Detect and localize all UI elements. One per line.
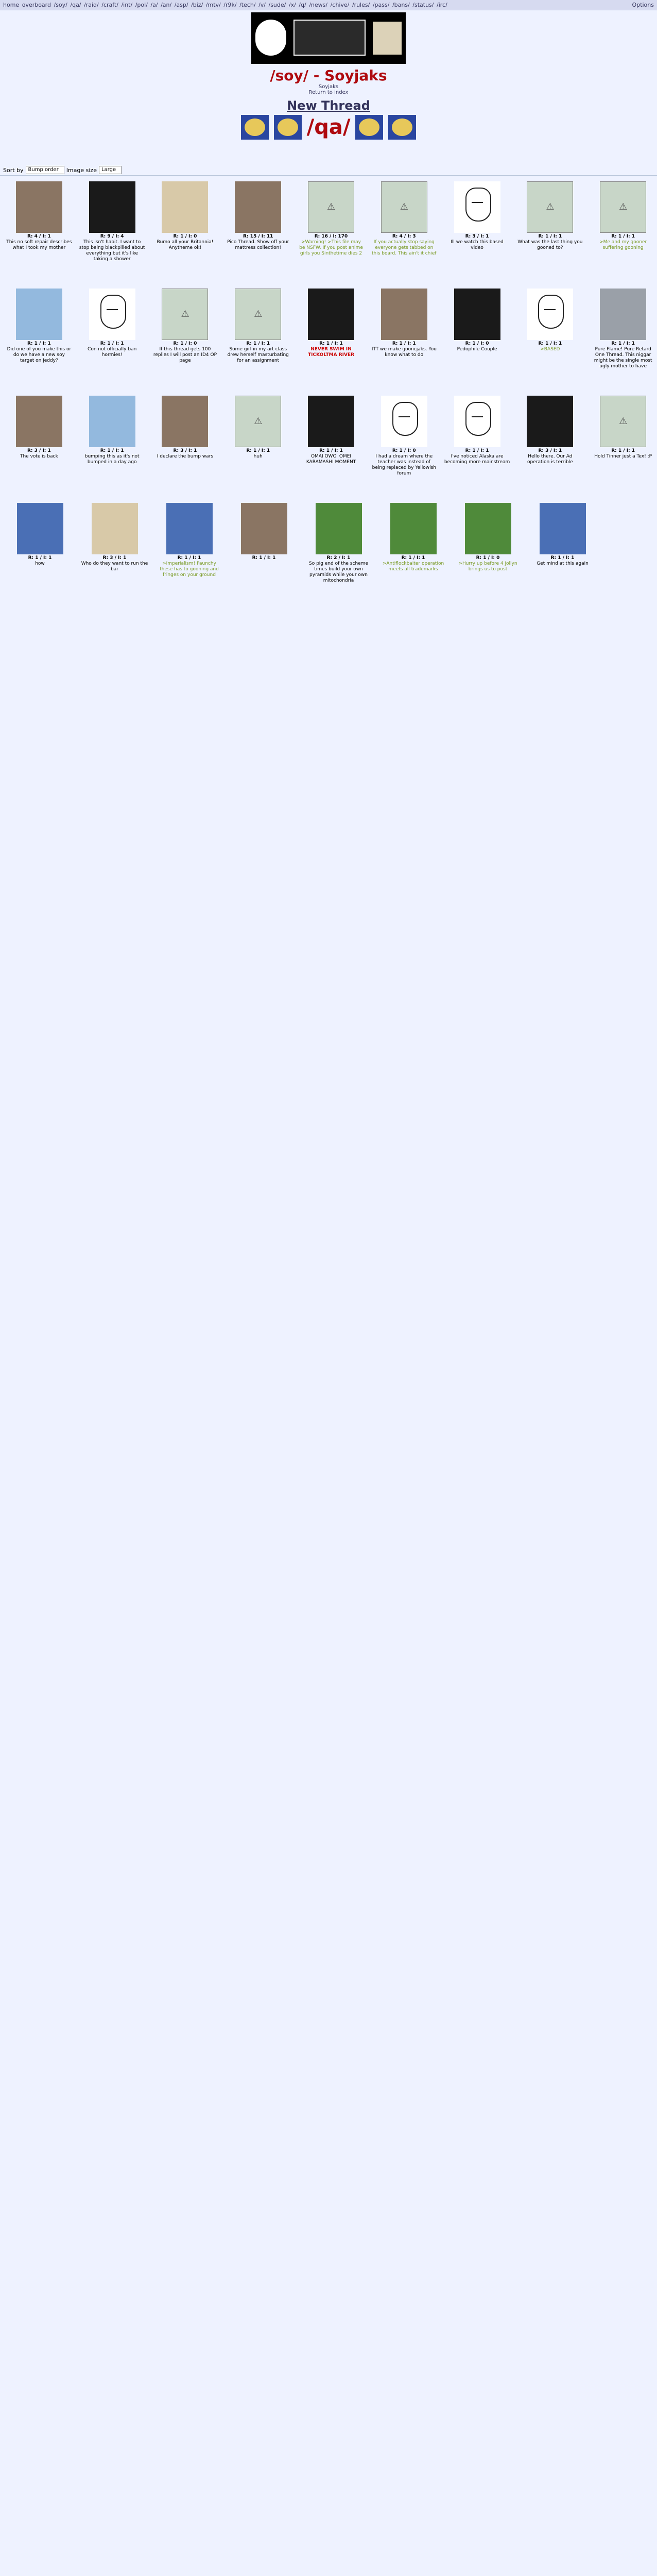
thread-teaser: This isn't habit. I want to stop being blackpilled about everything but it's like taking a shower (79, 240, 145, 262)
thread-card[interactable] (297, 181, 365, 284)
thread-teaser: Con not officially ban hormies! (88, 347, 137, 358)
thread-thumbnail[interactable] (16, 396, 62, 447)
thread-thumbnail[interactable] (540, 503, 586, 554)
thread-teaser: The vote is back (20, 454, 58, 459)
thread-thumbnail[interactable] (454, 181, 500, 233)
thread-card[interactable] (78, 396, 146, 499)
thread-thumbnail[interactable] (600, 396, 646, 447)
options-link[interactable]: Options (632, 2, 654, 8)
flag-icon (388, 115, 416, 140)
catalog-row (0, 503, 657, 606)
thread-stats: R: 9 / I: 4 (100, 234, 124, 239)
thread-card[interactable] (589, 289, 657, 392)
thread-card[interactable] (370, 181, 438, 284)
thread-stats: R: 1 / I: 1 (246, 448, 270, 453)
thread-teaser: This no soft repair describes what I took my mother (6, 240, 72, 250)
board-link-news[interactable]: /news/ (309, 2, 328, 8)
thread-thumbnail[interactable] (16, 181, 62, 233)
thread-teaser: >Imperialism! Paunchy these has to gooning and fringes on your ground (160, 561, 219, 578)
new-thread-heading (0, 98, 657, 113)
board-flag-row (0, 115, 657, 140)
thread-stats: R: 3 / I: 1 (102, 555, 127, 561)
thread-thumbnail[interactable] (162, 289, 208, 340)
thread-card[interactable] (453, 503, 523, 606)
qa-board-label[interactable]: /qa/ (306, 115, 351, 139)
thread-stats: R: 1 / I: 1 (392, 341, 416, 346)
thread-card[interactable] (78, 181, 146, 284)
thread-stats: R: 1 / I: 1 (100, 448, 124, 453)
thread-stats: R: 1 / I: 1 (246, 341, 270, 346)
board-link-q[interactable]: /q/ (299, 2, 306, 8)
thread-card[interactable] (589, 396, 657, 499)
thread-card[interactable] (443, 181, 511, 284)
thread-card[interactable] (151, 289, 219, 392)
thread-teaser: >Warning! >This file may be NSFW. If you post anime girls you Sinthetime dies 2 (299, 240, 363, 256)
sort-label: Sort by (3, 166, 24, 174)
thread-teaser: Did one of you make this or do we have a new soy target on jeddy? (7, 347, 72, 363)
board-link-pol[interactable]: /pol/ (135, 2, 148, 8)
thread-thumbnail[interactable] (89, 181, 135, 233)
thread-teaser: Pedophile Couple (457, 347, 497, 352)
thread-stats: R: 1 / I: 0 (173, 341, 197, 346)
thread-card[interactable] (378, 503, 448, 606)
thread-thumbnail[interactable] (381, 181, 427, 233)
thread-thumbnail[interactable] (381, 396, 427, 447)
board-links[interactable] (3, 2, 448, 8)
thread-teaser: Pure Flame! Pure Retard One Thread. This niggar might be the single most ugly mother to have (594, 347, 652, 369)
thread-stats: R: 4 / I: 3 (392, 234, 416, 239)
thread-stats: R: 1 / I: 1 (538, 341, 562, 346)
thread-teaser: how (35, 561, 45, 566)
thread-stats: R: 3 / I: 1 (173, 448, 197, 453)
thread-stats: R: 3 / I: 1 (27, 448, 51, 453)
thread-stats: R: 1 / I: 0 (476, 555, 500, 561)
thread-card[interactable] (5, 289, 73, 392)
thread-thumbnail[interactable] (308, 181, 354, 233)
thread-teaser: Some girl in my art class drew herself masturbating for an assignment (227, 347, 289, 363)
thread-stats: R: 1 / I: 1 (177, 555, 201, 561)
thread-stats: R: 15 / I: 11 (243, 234, 273, 239)
thread-teaser: So pig end of the scheme times build your own pyramids while your own mitochondria (308, 561, 369, 583)
board-link-overboard[interactable]: overboard (22, 2, 51, 8)
board-link-chive[interactable]: /chive/ (330, 2, 350, 8)
thread-card[interactable] (297, 396, 365, 499)
image-size-select[interactable]: Large (99, 166, 122, 174)
board-link-raid[interactable]: /raid/ (84, 2, 99, 8)
catalog-row (0, 396, 657, 499)
thread-stats: R: 2 / I: 1 (326, 555, 351, 561)
thread-teaser: >Me and my gooner suffering gooning (599, 240, 647, 250)
thread-thumbnail[interactable] (92, 503, 138, 554)
board-link-irc[interactable]: /irc/ (437, 2, 447, 8)
thread-card[interactable] (224, 181, 292, 284)
thread-teaser: Pico Thread. Show off your mattress collection! (227, 240, 289, 250)
thread-teaser: I declare the bump wars (157, 454, 214, 459)
thread-stats: R: 1 / I: 1 (401, 555, 425, 561)
thread-stats: R: 1 / I: 1 (27, 341, 51, 346)
thread-teaser: Hello there. Our Ad operation is terrible (527, 454, 573, 465)
catalog-controls (3, 166, 122, 174)
board-subtitle: Soyjaks (318, 84, 339, 90)
thread-stats: R: 1 / I: 1 (465, 448, 489, 453)
thread-teaser: If you actually stop saying everyone gets tabbed on this board. This ain't it chief (372, 240, 437, 256)
thread-teaser: Ill we watch this based video (451, 240, 504, 250)
thread-stats: R: 1 / I: 1 (550, 555, 575, 561)
thread-thumbnail[interactable] (454, 396, 500, 447)
thread-thumbnail[interactable] (527, 181, 573, 233)
thread-stats: R: 3 / I: 1 (538, 448, 562, 453)
thread-teaser: Who do they want to run the bar (81, 561, 148, 572)
thread-thumbnail[interactable] (162, 396, 208, 447)
thread-card[interactable] (154, 503, 224, 606)
thread-thumbnail[interactable] (308, 289, 354, 340)
thread-teaser: NEVER SWIM IN TICKOLTMA RIVER (307, 347, 355, 358)
thread-card[interactable] (297, 289, 365, 392)
catalog-grid (0, 181, 657, 610)
thread-stats: R: 1 / I: 0 (465, 341, 489, 346)
board-link-qa[interactable]: /qa/ (70, 2, 81, 8)
board-link-an[interactable]: /an/ (161, 2, 172, 8)
board-link-r9k[interactable]: /r9k/ (223, 2, 237, 8)
thread-stats: R: 1 / I: 1 (252, 555, 276, 561)
thread-card[interactable] (370, 289, 438, 392)
thread-card[interactable] (5, 396, 73, 499)
divider (0, 175, 657, 176)
banner-soyjak-face (255, 20, 286, 56)
thread-thumbnail[interactable] (241, 503, 287, 554)
thread-stats: R: 16 / I: 170 (314, 234, 348, 239)
thread-thumbnail[interactable] (89, 289, 135, 340)
thread-stats: R: 1 / I: 1 (611, 234, 635, 239)
board-link-pass[interactable]: /pass/ (372, 2, 390, 8)
board-link-sude[interactable]: /sude/ (268, 2, 286, 8)
catalog-row (0, 181, 657, 284)
thread-thumbnail[interactable] (465, 503, 511, 554)
thread-thumbnail[interactable] (600, 289, 646, 340)
thread-thumbnail[interactable] (16, 289, 62, 340)
board-link-a[interactable]: /a/ (150, 2, 158, 8)
thread-card[interactable] (224, 396, 292, 499)
board-link-home[interactable]: home (3, 2, 20, 8)
board-title: /soy/ - Soyjaks (270, 67, 387, 84)
thread-stats: R: 1 / I: 1 (319, 448, 343, 453)
thread-thumbnail[interactable] (381, 289, 427, 340)
board-link-biz[interactable]: /biz/ (191, 2, 203, 8)
thread-card[interactable] (589, 181, 657, 284)
thread-teaser: >Antiflockbaiter operation meets all trademarks (382, 561, 444, 572)
thread-card[interactable] (304, 503, 373, 606)
thread-teaser: What was the last thing you gooned to? (517, 240, 583, 250)
thread-teaser: huh (253, 454, 263, 459)
thread-teaser: bumping this as it's not bumped in a day ago (84, 454, 140, 465)
thread-card[interactable] (516, 289, 584, 392)
thread-card[interactable] (443, 289, 511, 392)
thread-stats: R: 1 / I: 1 (319, 341, 343, 346)
board-link-status[interactable]: /status/ (412, 2, 434, 8)
thread-card[interactable] (78, 289, 146, 392)
board-link-bans[interactable]: /bans/ (392, 2, 410, 8)
thread-thumbnail[interactable] (235, 181, 281, 233)
flag-icon (241, 115, 269, 140)
thread-thumbnail[interactable] (527, 289, 573, 340)
thread-stats: R: 4 / I: 1 (27, 234, 51, 239)
board-link-v[interactable]: /v/ (258, 2, 266, 8)
flag-icon (274, 115, 302, 140)
return-link[interactable]: Return to index (308, 90, 349, 95)
thread-card[interactable] (151, 181, 219, 284)
thread-thumbnail[interactable] (527, 396, 573, 447)
thread-stats: R: 1 / I: 0 (392, 448, 416, 453)
thread-card[interactable] (516, 396, 584, 499)
flag-icon (355, 115, 383, 140)
thread-teaser: OMAI OWO. OMEI KARAMASHI MOMENT (306, 454, 356, 465)
top-navigation-bar (0, 0, 657, 10)
thread-card[interactable] (5, 503, 75, 606)
thread-thumbnail[interactable] (235, 396, 281, 447)
thread-teaser: I've noticed Alaska are becoming more mainstream (444, 454, 510, 465)
sort-select[interactable]: Bump order (26, 166, 64, 174)
catalog-row (0, 289, 657, 392)
thread-teaser: >Hurry up before 4 jollyn brings us to post (458, 561, 517, 572)
image-size-label: Image size (66, 166, 97, 174)
thread-thumbnail[interactable] (89, 396, 135, 447)
thread-teaser: >BASED (540, 347, 560, 352)
thread-card[interactable] (151, 396, 219, 499)
thread-teaser: Hold Tinner just a Tex! :P (594, 454, 652, 459)
thread-teaser: If this thread gets 100 replies I will post an ID4 OP page (153, 347, 217, 363)
thread-stats: R: 3 / I: 1 (465, 234, 489, 239)
thread-card[interactable] (443, 396, 511, 499)
thread-stats: R: 1 / I: 1 (538, 234, 562, 239)
thread-card[interactable] (229, 503, 299, 606)
thread-stats: R: 1 / I: 1 (611, 448, 635, 453)
thread-thumbnail[interactable] (166, 503, 213, 554)
thread-thumbnail[interactable] (390, 503, 437, 554)
banner-figure (373, 22, 402, 55)
thread-thumbnail[interactable] (454, 289, 500, 340)
board-link-asp[interactable]: /asp/ (174, 2, 188, 8)
thread-teaser: I had a dream where the teacher was instead of being replaced by Yellowish forum (372, 454, 436, 476)
board-link-soy[interactable]: /soy/ (54, 2, 67, 8)
banner[interactable] (251, 12, 406, 64)
thread-card[interactable] (224, 289, 292, 392)
banner-panel (293, 20, 366, 56)
new-thread-link[interactable]: New Thread (287, 98, 370, 113)
board-link-craft[interactable]: /craft/ (101, 2, 118, 8)
thread-card[interactable] (370, 396, 438, 499)
thread-thumbnail[interactable] (162, 181, 208, 233)
thread-card[interactable] (80, 503, 149, 606)
thread-stats: R: 1 / I: 1 (100, 341, 124, 346)
thread-thumbnail[interactable] (235, 289, 281, 340)
thread-teaser: ITT we make gooncjaks. You know what to do (371, 347, 437, 358)
board-link-mtv[interactable]: /mtv/ (205, 2, 221, 8)
thread-thumbnail[interactable] (600, 181, 646, 233)
board-link-rules[interactable]: /rules/ (352, 2, 370, 8)
thread-stats: R: 1 / I: 0 (173, 234, 197, 239)
board-link-tech[interactable]: /tech/ (239, 2, 256, 8)
thread-stats: R: 1 / I: 1 (611, 341, 635, 346)
thread-thumbnail[interactable] (308, 396, 354, 447)
board-link-int[interactable]: /int/ (121, 2, 133, 8)
thread-card[interactable] (516, 181, 584, 284)
thread-teaser: Get mind at this again (537, 561, 589, 566)
thread-stats: R: 1 / I: 1 (28, 555, 52, 561)
thread-card[interactable] (5, 181, 73, 284)
thread-card[interactable] (528, 503, 597, 606)
thread-thumbnail[interactable] (316, 503, 362, 554)
board-link-x[interactable]: /x/ (288, 2, 296, 8)
thread-thumbnail[interactable] (17, 503, 63, 554)
thread-teaser: Bumo all your Britannia! Anytheme ok! (157, 240, 214, 250)
